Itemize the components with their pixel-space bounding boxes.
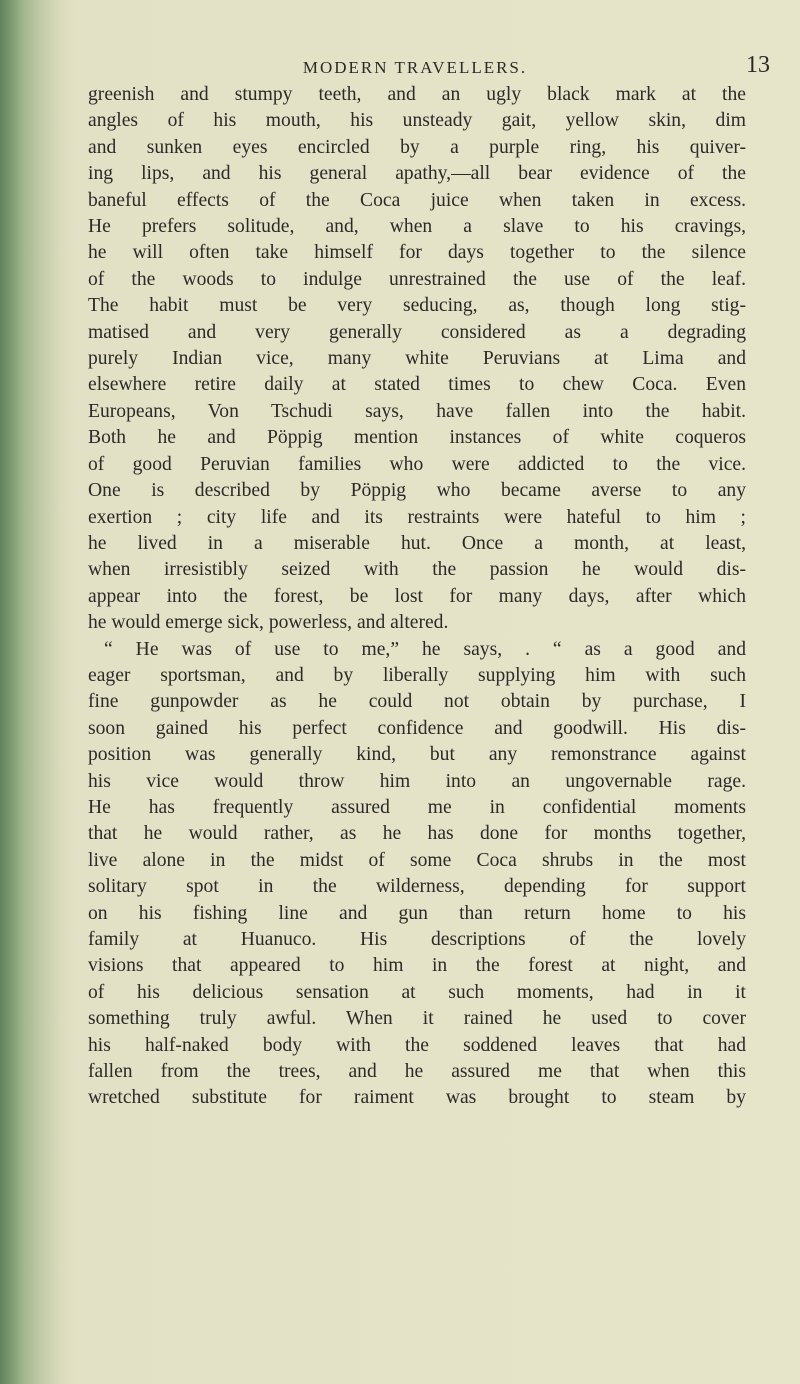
- text-line: matised and very generally considered as a degrading: [88, 321, 746, 343]
- text-line: wretched substitute for raiment was brought to steam by: [88, 1087, 746, 1109]
- text-line: visions that appeared to him in the forest at night, and: [88, 955, 746, 977]
- text-line: baneful effects of the Coca juice when taken in excess.: [88, 189, 746, 211]
- text-line: of good Peruvian families who were addicted to the vice.: [88, 453, 746, 475]
- text-line: he lived in a miserable hut. Once a month, at least,: [88, 532, 746, 554]
- text-line: something truly awful. When it rained he used to cover: [88, 1008, 746, 1030]
- page-number: 13: [746, 52, 770, 78]
- text-line: fallen from the trees, and he assured me that when this: [88, 1061, 746, 1083]
- text-line: he would emerge sick, powerless, and altered.: [88, 612, 449, 634]
- text-line: soon gained his perfect confidence and goodwill. His dis-: [88, 717, 746, 739]
- text-line: he will often take himself for days together to the silence: [88, 242, 746, 264]
- text-line: eager sportsman, and by liberally supplying him with such: [88, 664, 746, 686]
- text-line: fine gunpowder as he could not obtain by purchase, I: [88, 691, 746, 713]
- text-line: Europeans, Von Tschudi says, have fallen into the habit.: [88, 400, 746, 422]
- text-line: One is described by Pöppig who became averse to any: [88, 480, 746, 502]
- text-line: his vice would throw him into an ungovernable rage.: [88, 770, 746, 792]
- text-line: The habit must be very seducing, as, though long stig-: [88, 295, 746, 317]
- text-line: angles of his mouth, his unsteady gait, yellow skin, dim: [88, 110, 746, 132]
- text-line: position was generally kind, but any remonstrance against: [88, 744, 746, 766]
- text-line: ing lips, and his general apathy,—all bear evidence of the: [88, 163, 746, 185]
- text-line: elsewhere retire daily at stated times to chew Coca. Even: [88, 374, 746, 396]
- text-line: appear into the forest, be lost for many days, after which: [88, 585, 746, 607]
- text-line: Both he and Pöppig mention instances of white coqueros: [88, 427, 746, 449]
- text-line: when irresistibly seized with the passion he would dis-: [88, 559, 746, 581]
- binding-gutter: [0, 0, 60, 1384]
- text-line: “ He was of use to me,” he says, . “ as a good and: [104, 638, 746, 660]
- text-line: that he would rather, as he has done for months together,: [88, 823, 746, 845]
- text-line: He prefers solitude, and, when a slave to his cravings,: [88, 216, 746, 238]
- text-line: purely Indian vice, many white Peruvians at Lima and: [88, 348, 746, 370]
- text-line: family at Huanuco. His descriptions of the lovely: [88, 929, 746, 950]
- text-line: on his fishing line and gun than return home to his: [88, 902, 746, 924]
- running-head: MODERN TRAVELLERS.: [302, 58, 528, 77]
- text-line: and sunken eyes encircled by a purple ring, his quiver-: [88, 136, 746, 158]
- text-line: live alone in the midst of some Coca shrubs in the most: [88, 849, 746, 871]
- text-line: his half-naked body with the soddened leaves that had: [88, 1034, 746, 1056]
- body-text: [88, 82, 746, 1112]
- text-line: He has frequently assured me in confidential moments: [88, 796, 746, 818]
- text-line: exertion ; city life and its restraints were hateful to him ;: [88, 506, 746, 528]
- text-line: solitary spot in the wilderness, depending for support: [88, 876, 746, 898]
- text-line: greenish and stumpy teeth, and an ugly black mark at the: [88, 84, 746, 105]
- text-line: of his delicious sensation at such moments, had in it: [88, 981, 746, 1003]
- text-line: of the woods to indulge unrestrained the use of the leaf.: [88, 268, 746, 290]
